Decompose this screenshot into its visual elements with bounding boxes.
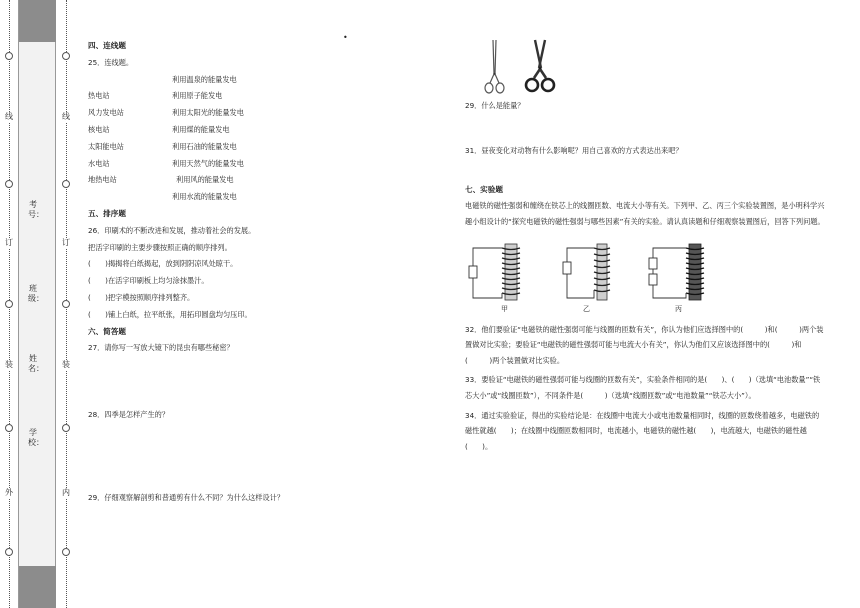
- circle-mark: [62, 424, 70, 432]
- circuit-label: 甲: [501, 304, 508, 313]
- matching-row: [88, 139, 418, 156]
- circle-mark: [62, 548, 70, 556]
- circle-mark: [5, 548, 13, 556]
- matching-row: [88, 189, 418, 206]
- answer-space: [465, 115, 825, 143]
- matching-right: 利用煤的能量发电: [172, 124, 230, 134]
- margin-char: 线: [62, 112, 70, 121]
- matching-right: 利用原子能发电: [172, 91, 223, 101]
- field-label: 姓名：: [28, 354, 44, 373]
- electromagnet-circuit-diagram: [555, 240, 635, 304]
- question-33: 33．要验证“电磁铁的磁性强弱可能与线圈的匝数有关”，实验条件相同的是( )、( )（选填“电池数量”“铁芯大小”或“线圈匝数”），不同条件是( )（选填“线圈匝数”或“电池数量”“铁芯大小”）。: [465, 375, 821, 400]
- answer-space: [88, 424, 418, 490]
- circle-mark: [5, 300, 13, 308]
- margin-char: 装: [62, 360, 70, 369]
- matching-left: 核电站: [88, 124, 110, 134]
- ordinary-scissors-icon: [523, 38, 557, 96]
- sort-item: ( )揭揭将白纸揭起，放到阴阴凉风处晾干。: [88, 259, 238, 269]
- dissecting-scissors-icon: [483, 38, 507, 96]
- margin-char: 外: [5, 488, 13, 497]
- right-column: [465, 38, 825, 454]
- question-28: 28．四季是怎样产生的？: [88, 410, 170, 420]
- matching-row: [88, 88, 418, 105]
- outer-binding-line: [0, 0, 18, 608]
- name-field: [26, 354, 44, 374]
- matching-row: [88, 122, 418, 139]
- field-label: 班级：: [28, 284, 44, 303]
- field-label: 学校：: [28, 428, 44, 447]
- student-info-strip: [18, 0, 56, 608]
- sort-item: ( )把字模按照顺序排列整齐。: [88, 292, 195, 302]
- strip-shade-bottom: [19, 566, 56, 608]
- left-column: [88, 38, 418, 507]
- electromagnet-circuits: [465, 240, 825, 318]
- matching-left: 风力发电站: [88, 108, 124, 118]
- circle-mark: [5, 180, 13, 188]
- inner-binding-line: [56, 0, 76, 608]
- margin-char: 订: [62, 238, 70, 247]
- class-field: [26, 284, 44, 304]
- circle-mark: [5, 52, 13, 60]
- question-31: 31．昼夜变化对动物有什么影响呢？用自己喜欢的方式表达出来吧？: [465, 145, 683, 155]
- question-25: 25．连线题。: [88, 57, 134, 67]
- question-34: 34．通过实验验证，得出的实验结论是：在线圈中电流大小或电池数量相同时，线圈的匝数绕着越多，电磁铁的磁性就越( )；在线圈中线圈匝数相同时，电流越小，电磁铁的磁性越( )，电流越大，电磁铁的磁性越( )。: [465, 410, 820, 451]
- matching-row: [88, 172, 418, 189]
- circuit-jia: [465, 240, 545, 314]
- section-5-title: 五、排序题: [88, 208, 126, 218]
- matching-row: [88, 156, 418, 173]
- question-29b: 29．什么是能量？: [465, 101, 525, 110]
- section-7-title: 七、实验题: [465, 184, 503, 194]
- matching-right: 利用水流的能量发电: [172, 192, 237, 202]
- question-26-instruction: 把活字印刷的主要步骤按照正确的顺序排列。: [88, 242, 232, 252]
- question-29: 29．仔细观察解剖剪和普通剪有什么不同？为什么这样设计？: [88, 492, 285, 502]
- matching-left: 热电站: [88, 91, 110, 101]
- margin-char: 装: [5, 360, 13, 369]
- circle-mark: [62, 52, 70, 60]
- circuit-bing: [645, 240, 725, 314]
- matching-left: 地热电站: [88, 175, 117, 185]
- circle-mark: [5, 424, 13, 432]
- matching-row: [88, 105, 418, 122]
- circuit-label: 乙: [583, 304, 590, 313]
- question-32: 32．他们要验证“电磁铁的磁性强弱可能与线圈的匝数有关”，你认为他们应选择图中的( )和( )两个装置做对比实验；要验证“电磁铁的磁性强弱可能与电流大小有关”，你认为他们又应该选择图中的( )和( )两个装置做对比实验。: [465, 324, 824, 365]
- sort-item: ( )铺上白纸，拉平纸张，用拓印圆盘均匀压印。: [88, 309, 252, 319]
- answer-space: [88, 357, 418, 407]
- margin-char: 线: [5, 112, 13, 121]
- question-27: 27．请你写一写放大镜下的昆虫有哪些秘密？: [88, 343, 234, 353]
- scissors-figure: [465, 38, 825, 98]
- electromagnet-circuit-diagram: [645, 240, 725, 304]
- circle-mark: [62, 300, 70, 308]
- school-field: [26, 428, 44, 448]
- circle-mark: [62, 180, 70, 188]
- margin-char: 内: [62, 488, 70, 497]
- matching-row: [88, 72, 418, 89]
- matching-right: 利用太阳光的能量发电: [172, 108, 244, 118]
- experiment-intro: 电磁铁的磁性强弱和缠绕在铁芯上的线圈匝数、电流大小等有关。下列甲、乙、丙三个实验装置图，是小明科学兴趣小组设计的“探究电磁铁的磁性强弱与哪些因素”有关的实验。请认真读题和仔细观察装置图后，回答下列问题。: [465, 201, 825, 226]
- matching-left: 水电站: [88, 158, 110, 168]
- section-6-title: 六、简答题: [88, 326, 126, 336]
- matching-right: 利用石油的能量发电: [172, 141, 237, 151]
- matching-left: 太阳能电站: [88, 141, 124, 151]
- question-26: 26．印刷术的不断改进和发展，推动着社会的发展。: [88, 225, 256, 235]
- matching-right: 利用天然气的能量发电: [172, 158, 244, 168]
- sort-item: ( )在活字印刷板上均匀涂抹墨汁。: [88, 276, 209, 286]
- answer-space: [465, 160, 825, 182]
- matching-right: 利用温泉的能量发电: [172, 74, 237, 84]
- circuit-yi: [555, 240, 635, 314]
- top-mark: •: [343, 33, 348, 42]
- exam-number-field: [26, 200, 44, 220]
- margin-char: 订: [5, 238, 13, 247]
- section-4-title: 四、连线题: [88, 41, 126, 50]
- strip-shade-top: [19, 0, 56, 42]
- circuit-label: 丙: [675, 304, 682, 313]
- matching-right: 利用风的能量发电: [176, 175, 234, 185]
- electromagnet-circuit-diagram: [465, 240, 545, 304]
- field-label: 考号：: [28, 200, 44, 219]
